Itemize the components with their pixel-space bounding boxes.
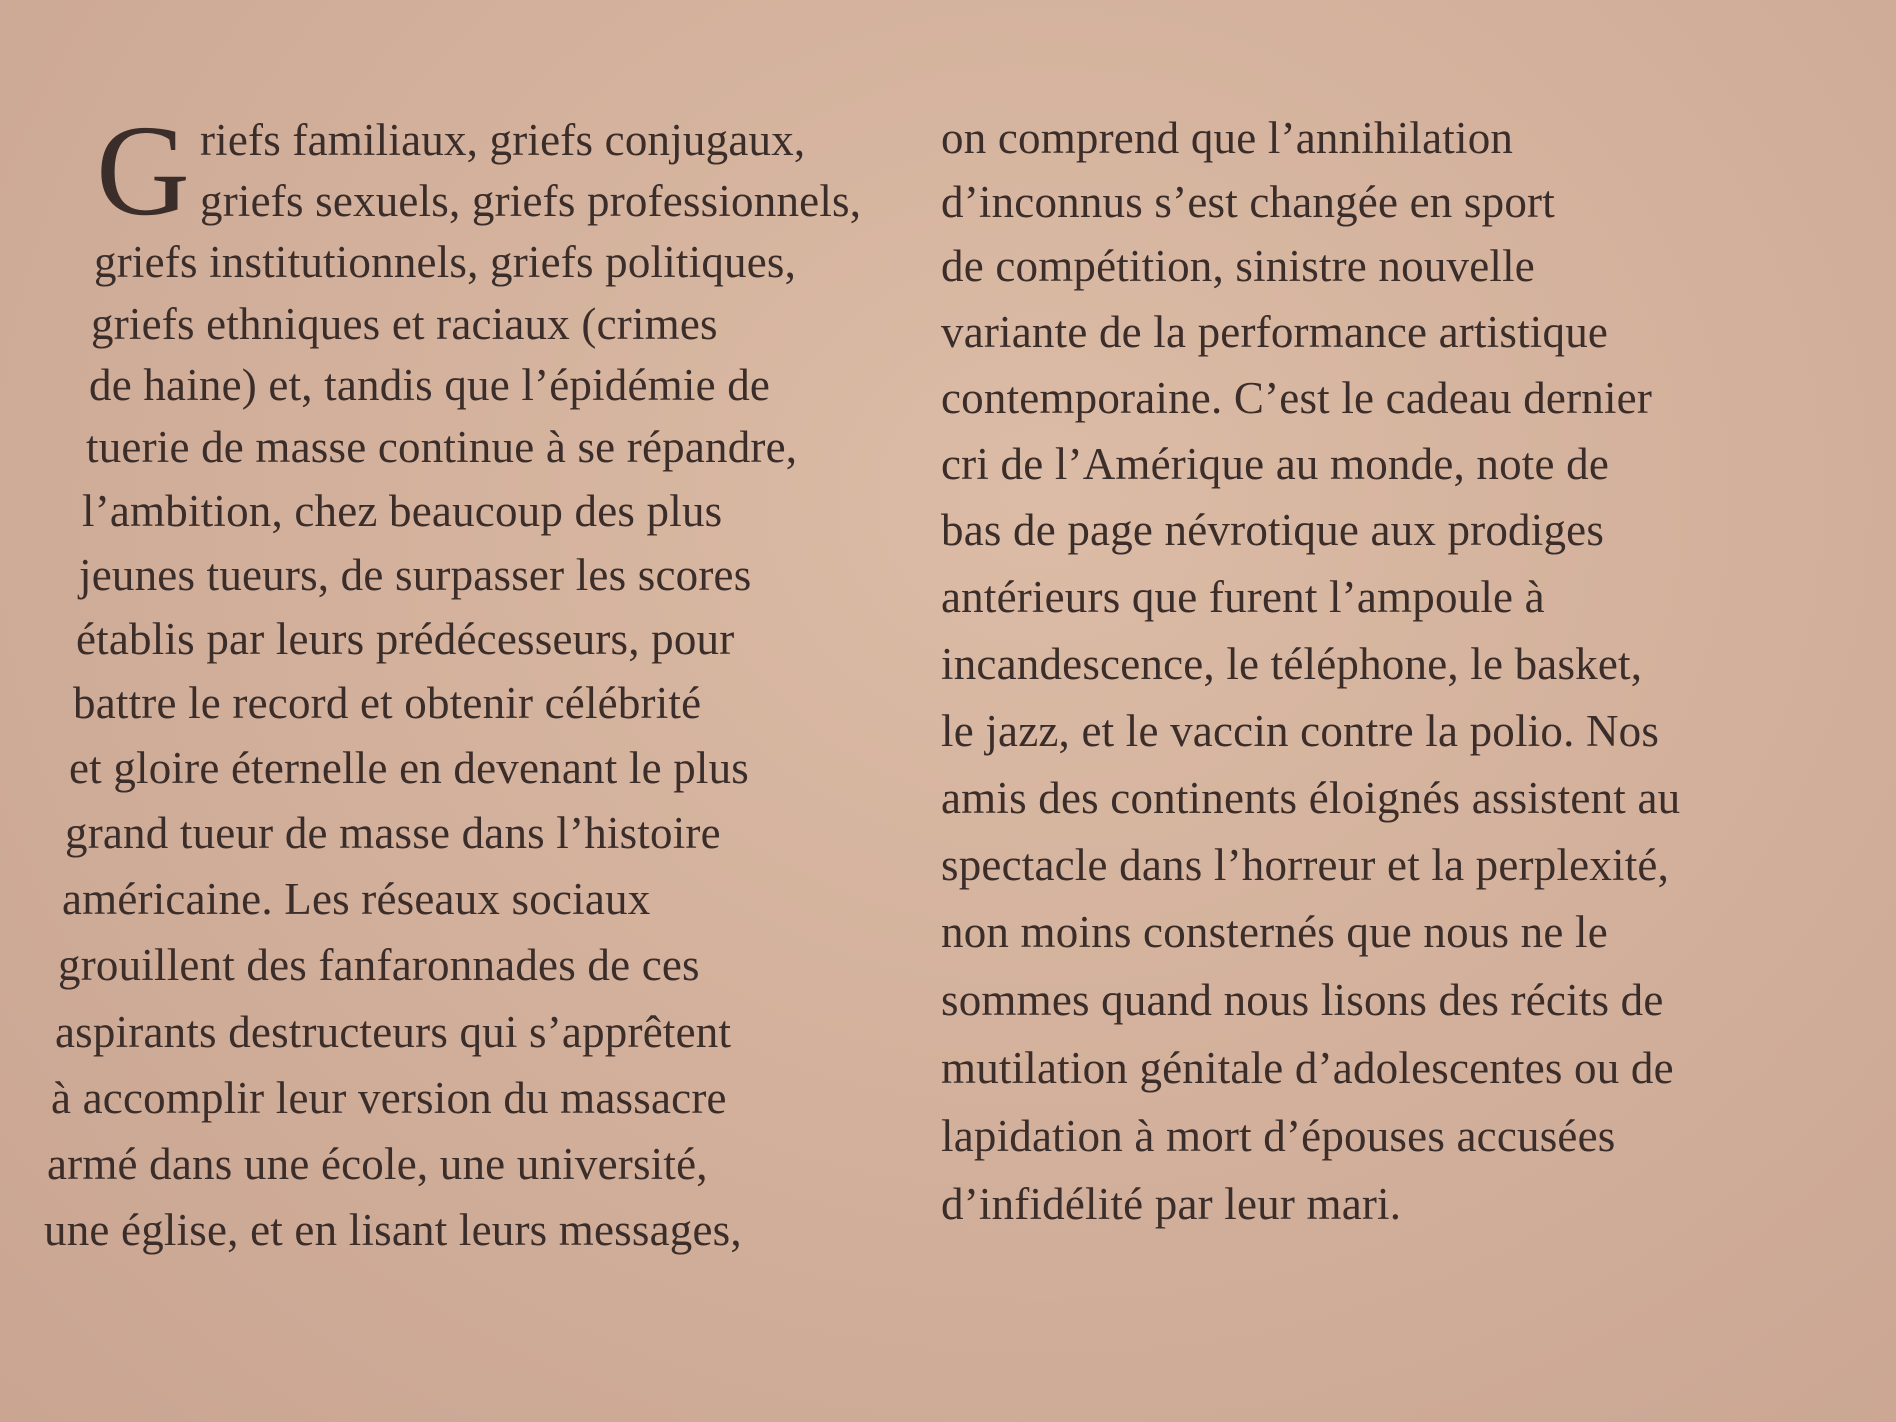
text-line: cri de l’Amérique au monde, note de: [941, 439, 1610, 489]
text-line: établis par leurs prédécesseurs, pour: [76, 614, 735, 664]
text-line: tuerie de masse continue à se répandre,: [86, 422, 798, 472]
text-line: griefs institutionnels, griefs politiques,: [94, 237, 797, 287]
text-line: amis des continents éloignés assistent au: [941, 773, 1681, 823]
text-line: mutilation génitale d’adolescentes ou de: [941, 1043, 1674, 1093]
text-line: jeunes tueurs, de surpasser les scores: [79, 550, 752, 600]
text-line: à accomplir leur version du massacre: [51, 1073, 727, 1123]
text-line: bas de page névrotique aux prodiges: [941, 505, 1605, 555]
text-line: et gloire éternelle en devenant le plus: [69, 743, 750, 793]
text-line: lapidation à mort d’épouses accusées: [941, 1111, 1616, 1161]
text-line: américaine. Les réseaux sociaux: [62, 874, 651, 924]
text-line: griefs sexuels, griefs professionnels,: [200, 176, 862, 226]
text-line: non moins consternés que nous ne le: [941, 907, 1608, 957]
text-line: riefs familiaux, griefs conjugaux,: [200, 115, 806, 165]
text-line: incandescence, le téléphone, le basket,: [941, 639, 1643, 689]
text-line: sommes quand nous lisons des récits de: [941, 975, 1664, 1025]
text-line: le jazz, et le vaccin contre la polio. Nos: [941, 706, 1660, 756]
text-line: de compétition, sinistre nouvelle: [941, 241, 1535, 291]
text-line: l’ambition, chez beaucoup des plus: [82, 486, 723, 536]
text-line: de haine) et, tandis que l’épidémie de: [89, 360, 771, 410]
text-line: une église, et en lisant leurs messages,: [44, 1205, 742, 1255]
text-line: contemporaine. C’est le cadeau dernier: [941, 373, 1653, 423]
text-line: on comprend que l’annihilation: [941, 113, 1514, 163]
text-line: d’infidélité par leur mari.: [941, 1179, 1402, 1229]
text-line: d’inconnus s’est changée en sport: [941, 177, 1555, 227]
text-line: antérieurs que furent l’ampoule à: [941, 572, 1545, 622]
text-line: battre le record et obtenir célébrité: [73, 678, 702, 728]
drop-cap: G: [96, 99, 190, 243]
text-line: aspirants destructeurs qui s’apprêtent: [55, 1007, 732, 1057]
text-line: griefs ethniques et raciaux (crimes: [91, 299, 718, 349]
text-line: grand tueur de masse dans l’histoire: [65, 808, 721, 858]
text-line: variante de la performance artistique: [941, 307, 1609, 357]
text-line: spectacle dans l’horreur et la perplexité,: [941, 840, 1670, 890]
text-line: grouillent des fanfaronnades de ces: [58, 940, 700, 990]
text-line: armé dans une école, une université,: [47, 1139, 708, 1189]
